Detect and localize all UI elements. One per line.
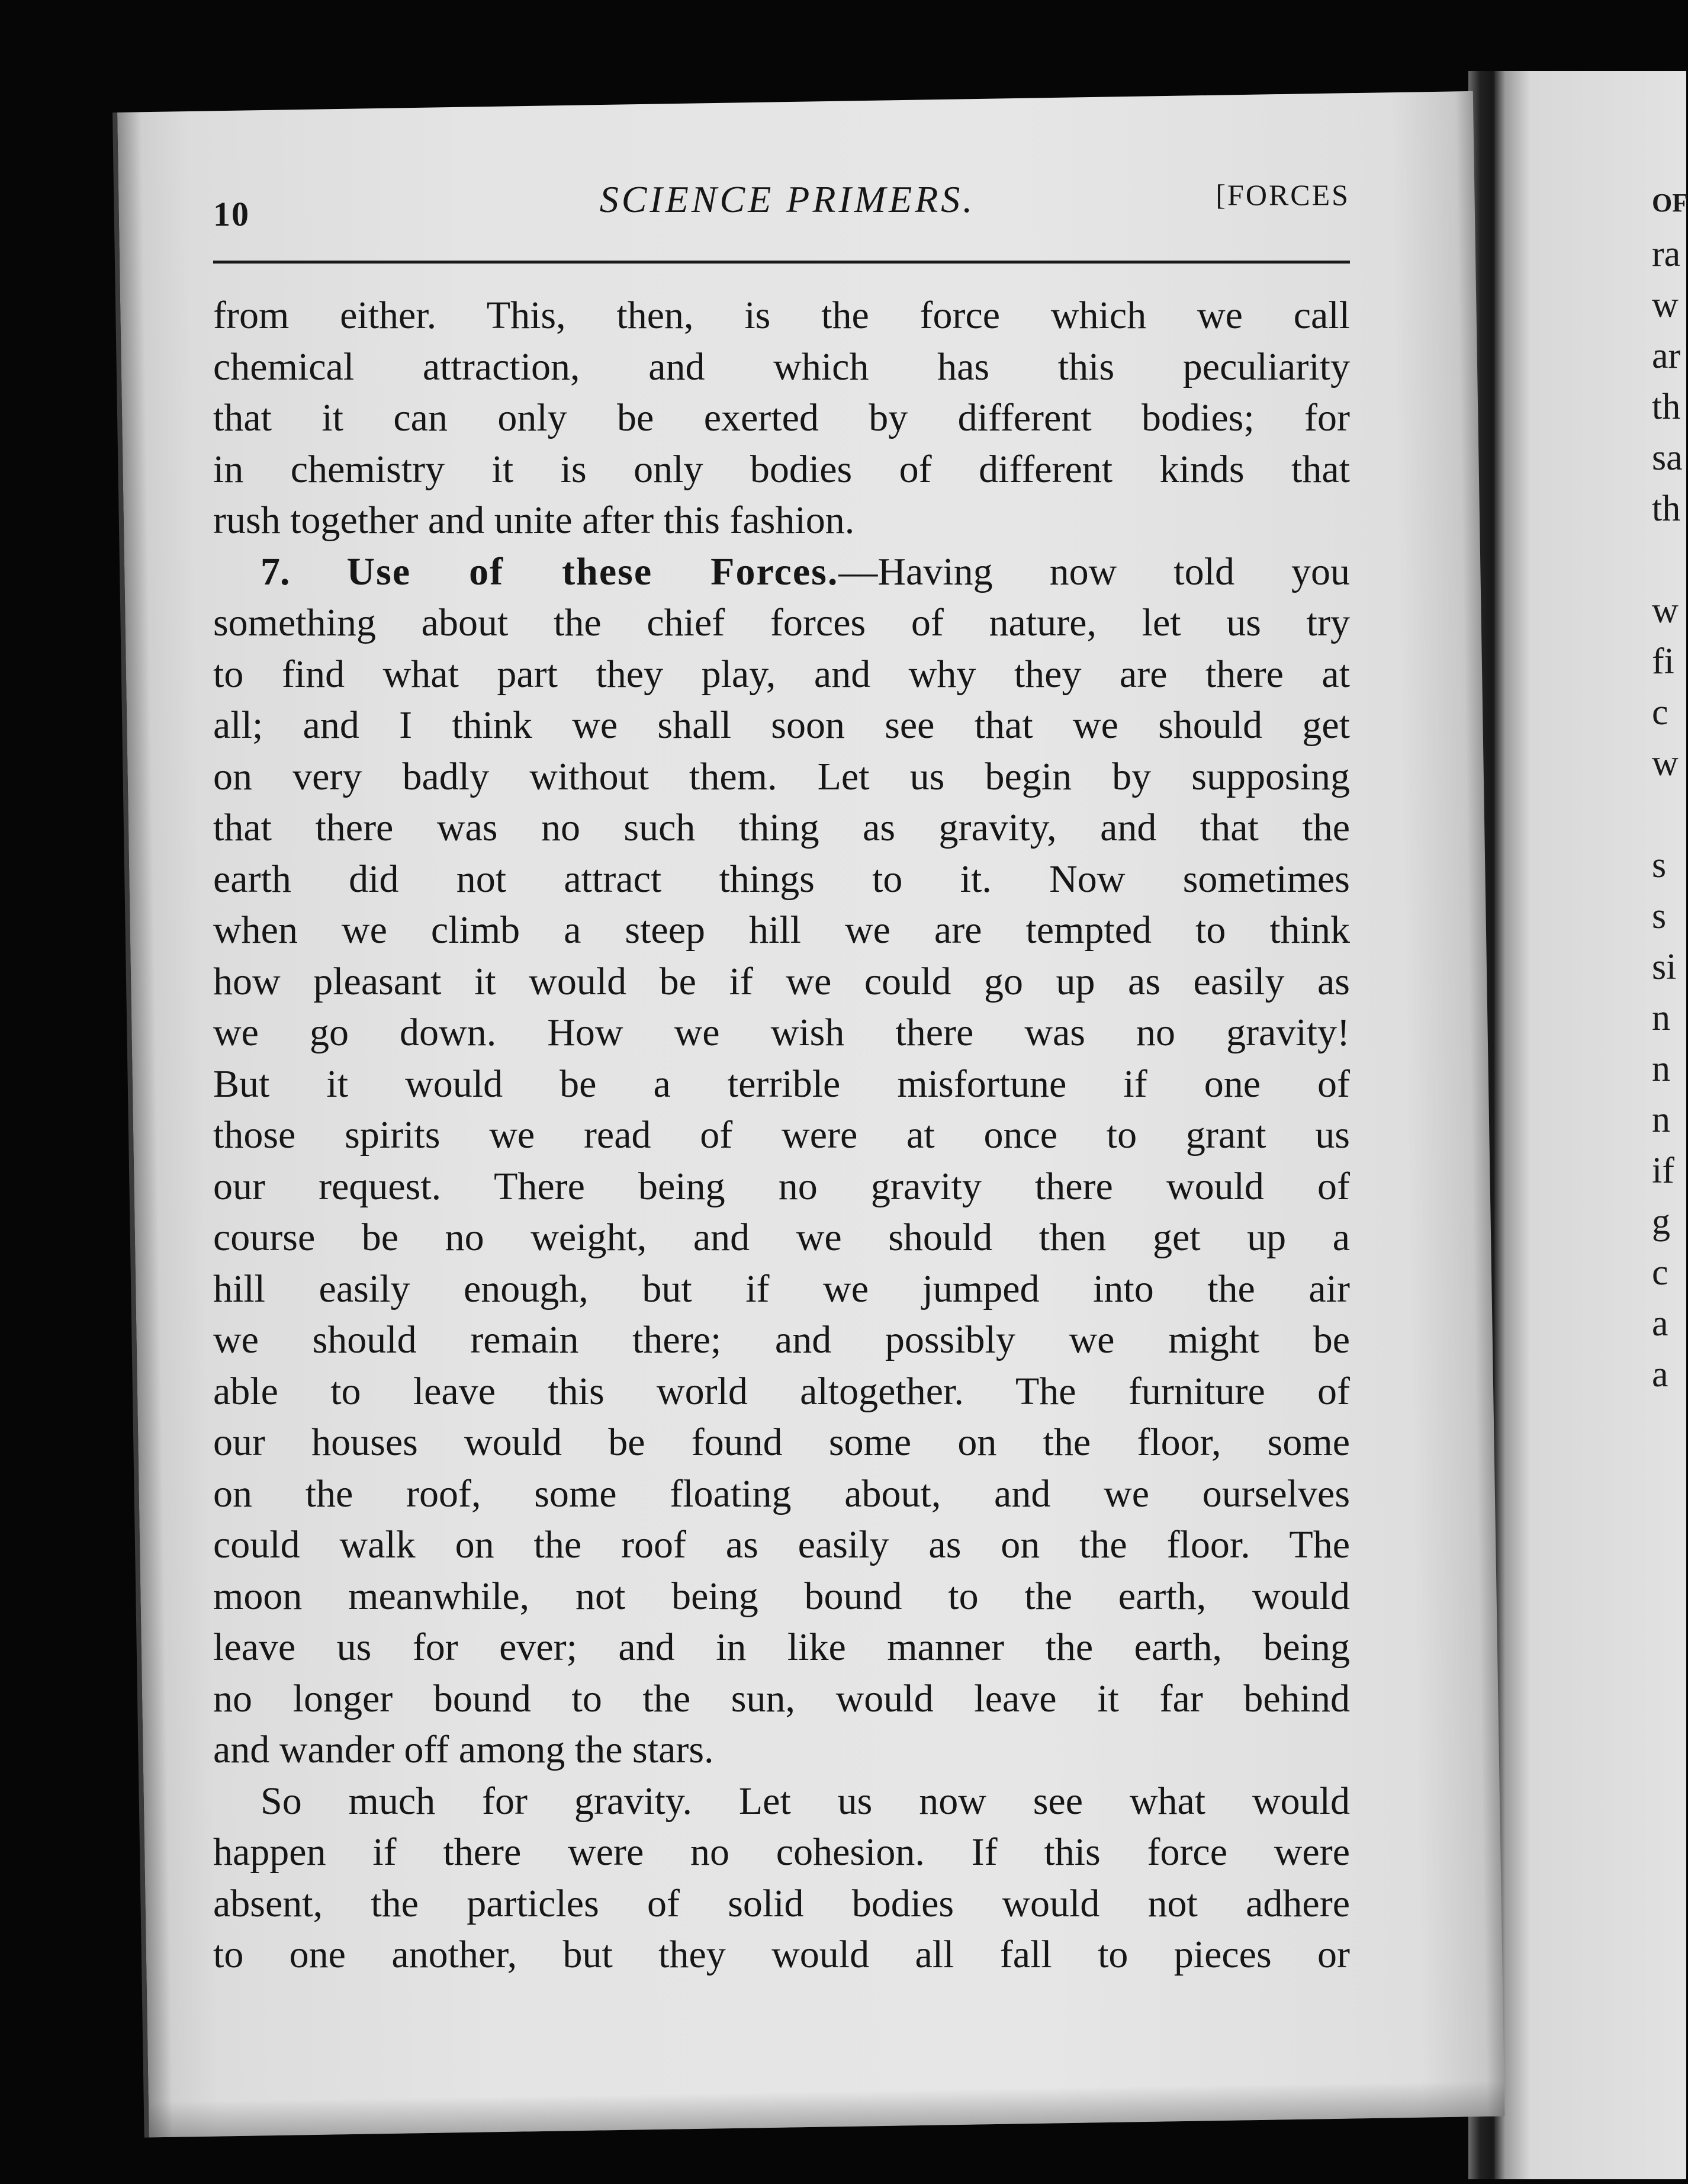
text-line: absent, the particles of solid bodies would not adhere <box>213 1881 1350 1925</box>
running-title: SCIENCE PRIMERS. <box>599 178 976 220</box>
text-line: and wander off among the stars. <box>213 1728 714 1771</box>
facing-fragment: if <box>1652 1151 1674 1191</box>
running-section: [FORCES <box>1216 178 1350 211</box>
facing-fragment: w <box>1652 285 1679 325</box>
text-line: when we climb a steep hill we are tempted to think <box>213 908 1350 952</box>
text-line: to one another, but they would all fall to pieces or <box>213 1933 1350 1976</box>
facing-fragment: s <box>1652 845 1667 885</box>
text-line: that there was no such thing as gravity, and that the <box>213 806 1350 849</box>
section-heading-line <box>213 547 1350 598</box>
text-line: those spirits we read of were at once to grant us <box>213 1113 1350 1157</box>
text-line: to find what part they play, and why they are there at <box>213 652 1350 696</box>
facing-fragment: w <box>1652 743 1679 783</box>
text-line: able to leave this world altogether. The furniture of <box>213 1369 1350 1413</box>
text-line: So much for gravity. Let us now see what would <box>261 1779 1350 1823</box>
facing-fragment: w <box>1652 590 1679 631</box>
text-line: our houses would be found some on the floor, some <box>213 1421 1350 1464</box>
facing-fragment: ar <box>1652 336 1681 376</box>
text-line: on very badly without them. Let us begin by supposing <box>213 754 1350 798</box>
text-line: something about the chief forces of nature, let us try <box>213 601 1350 644</box>
running-header <box>213 178 1350 243</box>
facing-fragment: th <box>1652 489 1681 529</box>
text-line: we should remain there; and possibly we might be <box>213 1318 1350 1361</box>
text-line: rush together and unite after this fashion. <box>213 499 855 542</box>
facing-fragment: c <box>1652 692 1668 733</box>
text-line: how pleasant it would be if we could go up as easily as <box>213 959 1350 1003</box>
text-line: that it can only be exerted by different bodies; for <box>213 396 1350 439</box>
cohesion-paragraph <box>213 1776 1350 1981</box>
facing-fragment: si <box>1652 947 1677 987</box>
header-rule <box>213 261 1350 264</box>
page-body <box>213 290 1350 1981</box>
text-line: we go down. How we wish there was no gravity! <box>213 1011 1350 1054</box>
text-line: our request. There being no gravity there would of <box>213 1164 1350 1208</box>
text-line: But it would be a terrible misfortune if one of <box>213 1062 1350 1106</box>
text-line: course be no weight, and we should then get up a <box>213 1216 1350 1259</box>
section-heading: Use of these Forces. <box>346 550 839 593</box>
section-number: 7. <box>261 550 290 593</box>
facing-fragment <box>1652 534 1688 585</box>
facing-fragment: g <box>1652 1202 1670 1242</box>
facing-fragment: a <box>1652 1303 1668 1344</box>
facing-fragment <box>1652 789 1688 840</box>
page-number: 10 <box>213 195 250 233</box>
text-line: happen if there were no cohesion. If this force were <box>213 1830 1350 1874</box>
facing-fragment: ra <box>1652 234 1681 274</box>
text-line: all; and I think we shall soon see that we should get <box>213 704 1350 747</box>
text-line: hill easily enough, but if we jumped into the air <box>213 1267 1350 1311</box>
facing-fragment: n <box>1652 1049 1670 1089</box>
text-line: could walk on the roof as easily as on the floor. The <box>213 1523 1350 1566</box>
text-line: from either. This, then, is the force which we call <box>213 294 1350 337</box>
section-paragraph <box>213 598 1350 1776</box>
facing-fragment: n <box>1652 1100 1670 1140</box>
facing-fragment: c <box>1652 1252 1668 1293</box>
text-line: leave us for ever; and in like manner the earth, being <box>213 1626 1350 1669</box>
text-line: moon meanwhile, not being bound to the earth, would <box>213 1574 1350 1618</box>
text-line: on the roof, some floating about, and we ourselves <box>213 1472 1350 1515</box>
text-line: no longer bound to the sun, would leave it far behind <box>213 1676 1350 1720</box>
facing-fragment: fi <box>1652 641 1674 682</box>
section-first-line: —Having now told you <box>838 550 1350 593</box>
facing-fragment: th <box>1652 387 1681 427</box>
text-line: in chemistry it is only bodies of different kinds that <box>213 447 1350 491</box>
facing-fragment: s <box>1652 896 1667 936</box>
text-line: chemical attraction, and which has this peculiarity <box>213 345 1350 388</box>
facing-page-text <box>1652 178 1688 1400</box>
facing-fragment: sa <box>1652 438 1683 478</box>
facing-fragment: a <box>1652 1354 1668 1395</box>
facing-header-fragment: OF <box>1652 188 1688 217</box>
text-line: earth did not attract things to it. Now sometimes <box>213 857 1350 901</box>
facing-fragment: n <box>1652 998 1670 1038</box>
